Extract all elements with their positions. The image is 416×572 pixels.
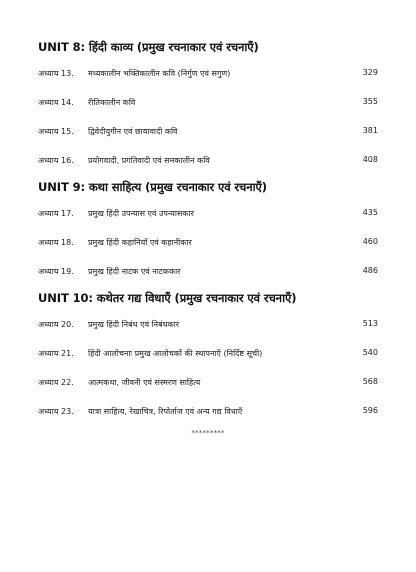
page-number: 355: [362, 97, 378, 106]
toc-row-chapter-18[interactable]: [0, 237, 416, 251]
chapter-number: अध्याय 18.: [38, 238, 74, 247]
page-number: 540: [362, 348, 378, 357]
unit-9-heading: UNIT 9: कथा साहित्य (प्रमुख रचनाकार एवं रचनाएँ): [38, 180, 267, 194]
chapter-number: अध्याय 15.: [38, 127, 74, 136]
chapter-number: अध्याय 19.: [38, 267, 74, 276]
chapter-number: अध्याय 23.: [38, 407, 74, 416]
chapter-number: अध्याय 14.: [38, 98, 74, 107]
page-number: 435: [362, 208, 378, 217]
toc-row-chapter-19[interactable]: [0, 266, 416, 280]
chapter-number: अध्याय 22.: [38, 378, 74, 387]
toc-row-chapter-15[interactable]: [0, 126, 416, 140]
page-number: 568: [362, 377, 378, 386]
page-number: 513: [362, 319, 378, 328]
end-of-contents-mark: *********: [191, 429, 225, 437]
chapter-title: प्रमुख हिंदी निबंध एवं निबंधकार: [88, 320, 180, 329]
page-number: 596: [362, 406, 378, 415]
toc-row-chapter-17[interactable]: [0, 208, 416, 222]
chapter-number: अध्याय 20.: [38, 320, 74, 329]
page-number: 329: [362, 68, 378, 77]
chapter-title: प्रयोगवादी, प्रगतिवादी एवं समकालीन कवि: [88, 156, 210, 165]
toc-row-chapter-16[interactable]: [0, 155, 416, 169]
chapter-title: प्रमुख हिंदी कहानियाँ एवं कहानीकार: [88, 238, 192, 247]
toc-row-chapter-21[interactable]: [0, 348, 416, 362]
page-number: 408: [362, 155, 378, 164]
unit-10-heading: UNIT 10: कथेतर गद्य विधाएँ (प्रमुख रचनाकार एवं रचनाएँ): [38, 291, 297, 305]
page-number: 460: [362, 237, 378, 246]
toc-row-chapter-14[interactable]: [0, 97, 416, 111]
page-number: 381: [362, 126, 378, 135]
chapter-title: प्रमुख हिंदी नाटक एवं नाटककार: [88, 267, 181, 276]
chapter-title: रीतिकालीन कवि: [88, 98, 136, 107]
toc-row-chapter-22[interactable]: [0, 377, 416, 391]
chapter-number: अध्याय 17.: [38, 209, 74, 218]
chapter-title: यात्रा साहित्य, रेखाचित्र, रिपोर्ताज एवं अन्य गद्य विधाएँ: [88, 407, 243, 416]
chapter-title: हिंदी आलोचनाः प्रमुख आलोचकों की स्थापनाएँ (निर्दिष्ट सूची): [88, 349, 263, 358]
toc-row-chapter-13[interactable]: [0, 68, 416, 82]
chapter-title: मध्यकालीन भक्तिकालीन कवि (निर्गुण एवं सगुण): [88, 69, 231, 78]
chapter-number: अध्याय 21.: [38, 349, 74, 358]
chapter-number: अध्याय 13.: [38, 69, 74, 78]
chapter-title: प्रमुख हिंदी उपन्यास एवं उपन्यासकार: [88, 209, 194, 218]
chapter-title: आत्मकथा, जीवनी एवं संस्मरण साहित्य: [88, 378, 201, 387]
chapter-title: द्विवेदीयुगीन एवं छायावादी कवि: [88, 127, 178, 136]
toc-row-chapter-20[interactable]: [0, 319, 416, 333]
chapter-number: अध्याय 16.: [38, 156, 74, 165]
toc-row-chapter-23[interactable]: [0, 406, 416, 420]
page-number: 486: [362, 266, 378, 275]
unit-8-heading: UNIT 8: हिंदी काव्य (प्रमुख रचनाकार एवं रचनाएँ): [38, 40, 259, 54]
